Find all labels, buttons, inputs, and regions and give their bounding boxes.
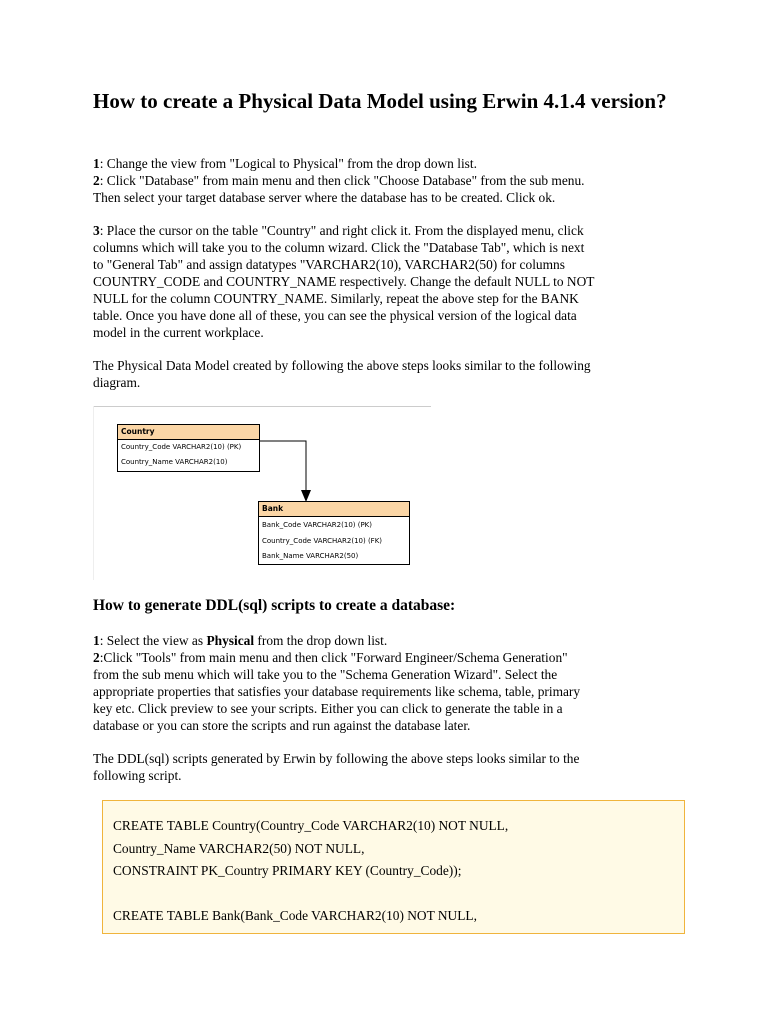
step-1: 1: Change the view from "Logical to Physical" from the drop down list. [93, 156, 477, 171]
code-line [113, 883, 674, 906]
entity-column: Country_Code VARCHAR2(10) (PK) [121, 443, 242, 451]
diagram-intro: The Physical Data Model created by following the above steps looks similar to the following diagram. [93, 358, 591, 390]
steps-block-1 [93, 155, 683, 206]
script-intro: The DDL(sql) scripts generated by Erwin by following the above steps looks similar to the following script. [93, 751, 580, 783]
entity-column: Country_Code VARCHAR2(10) (FK) [262, 537, 383, 545]
step-2-continued: Then select your target database server where the database has to be created. Click ok. [93, 190, 556, 205]
entity-bank [258, 501, 410, 565]
code-line: CONSTRAINT PK_Country PRIMARY KEY (Country_Code)); [113, 863, 462, 878]
entity-column: Bank_Name VARCHAR2(50) [262, 552, 359, 560]
entity-header: Bank [259, 502, 409, 517]
ddl-step-1: 1: Select the view as Physical from the drop down list. [93, 633, 388, 648]
entity-country [117, 424, 260, 472]
step-3: 3: Place the cursor on the table "Country" and right click it. From the displayed menu, click columns which will take you to the column wizard. Click the "Database Tab", which is next to "General Tab" and assign datatypes "VARCHAR2(10), VARCHAR2(50) for columns COUNTRY_CODE and COUNTRY_NAME respectively. Change the default NULL to NOT NULL for the column COUNTRY_NAME. Similarly, repeat the above step for the BANK table. Once you have done all of these, you can see the physical version of the logical data model in the current workplace. [93, 223, 595, 340]
code-line: CREATE TABLE Country(Country_Code VARCHAR2(10) NOT NULL, [113, 818, 509, 833]
step-2: 2: Click "Database" from main menu and then click "Choose Database" from the sub menu. [93, 173, 585, 188]
ddl-code-block [102, 800, 685, 934]
code-line: Country_Name VARCHAR2(50) NOT NULL, [113, 840, 365, 856]
section-heading: How to generate DDL(sql) scripts to create a database: [93, 597, 456, 614]
entity-column: Country_Name VARCHAR2(10) [121, 458, 228, 466]
ddl-step-2: 2:Click "Tools" from main menu and then click "Forward Engineer/Schema Generation" [93, 650, 568, 665]
steps-block-2: 1: Select the view as Physical from the drop down list. 2:Click "Tools" from main menu and then click "Forward Engineer/Schema Generation" from the sub menu which will take you to the "Schema Generation Wizard". Select the appropriate properties that satisfies your database requirements like schema, table, primary key etc. Click preview to see your scripts. Either you can click to generate the table in a database or you can store the scripts and run against the database later. [93, 632, 683, 734]
page-title: How to create a Physical Data Model using Erwin 4.1.4 version? [93, 89, 667, 113]
entity-column: Bank_Code VARCHAR2(10) (PK) [262, 521, 372, 529]
entity-header: Country [118, 425, 259, 440]
code-line: CREATE TABLE Bank(Bank_Code VARCHAR2(10) NOT NULL, [113, 908, 477, 923]
physical-data-model-diagram [93, 406, 431, 580]
